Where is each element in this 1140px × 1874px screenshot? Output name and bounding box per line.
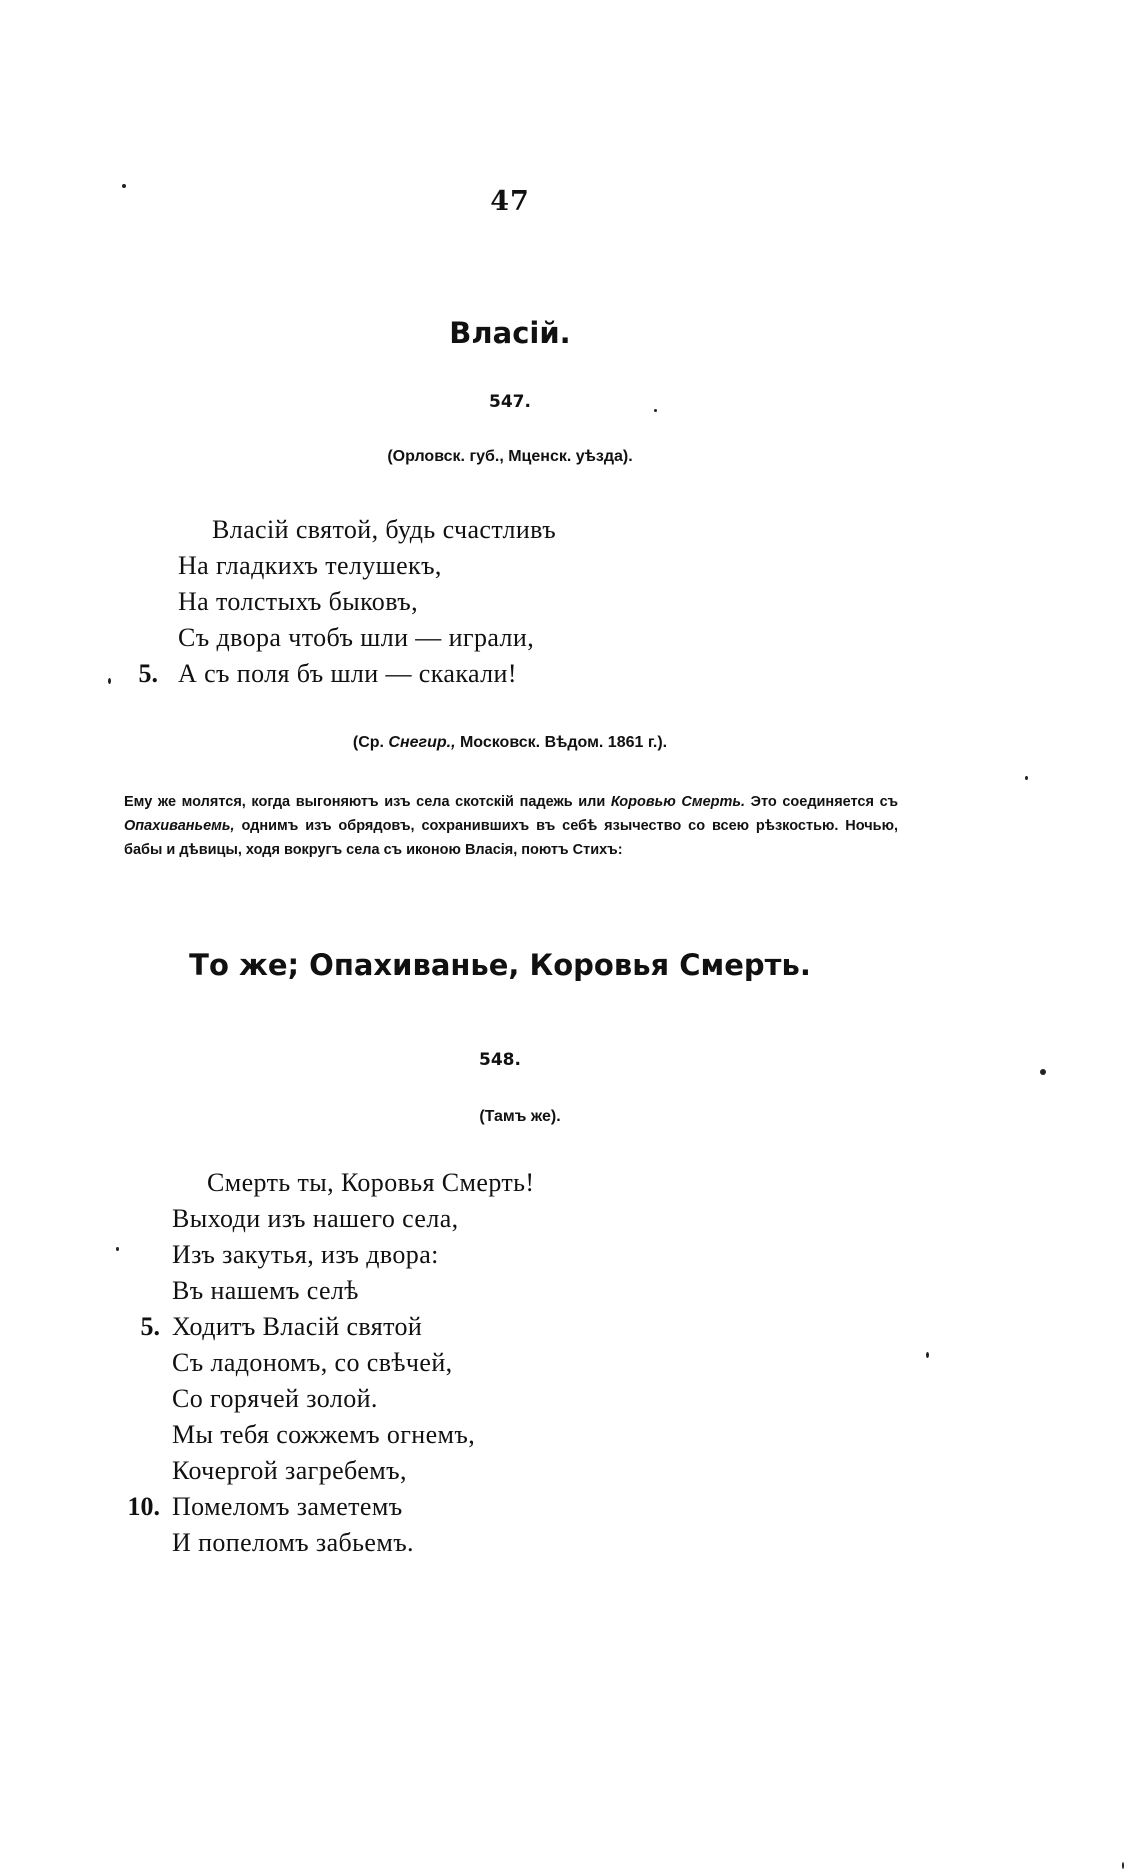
song-source: (Орловск. губ., Мценск. уѣзда). [387, 448, 633, 465]
reference-open: (Ср. [352, 734, 384, 751]
verse-line: На толстыхъ быковъ, [178, 587, 418, 616]
scan-speck [654, 409, 657, 412]
verse-line: Выходи изъ нашего села, [172, 1204, 459, 1233]
verse-line: Ходитъ Власій святой [172, 1312, 423, 1341]
reference-citation [300, 734, 720, 752]
verse-line-number: 10. [127, 1492, 160, 1521]
verse-line: И попеломъ забьемъ. [172, 1528, 414, 1557]
verse-line: Со горячей золой. [172, 1384, 378, 1413]
note-text: однимъ изъ обрядовъ, сохранившихъ въ себѣ язычество со всею рѣзкостью. Ночью, бабы и дѣвицы, ходя вокругъ села съ иконою Власія, поютъ Стихъ: [124, 818, 899, 858]
verse-line: Съ двора чтобъ шли — играли, [178, 623, 535, 652]
scan-speck [1122, 1862, 1124, 1869]
verse-line: Смерть ты, Коровья Смерть! [207, 1168, 535, 1197]
scan-speck [108, 678, 111, 684]
verse-line: Съ ладономъ, со свѣчей, [172, 1348, 453, 1377]
section-title-opakhivanie: То же; Опахиванье, Коровья Смерть. [189, 948, 811, 982]
verse-line: Изъ закутья, изъ двора: [172, 1240, 439, 1269]
song-number-548: 548. [479, 1050, 521, 1070]
note-text: Ему же молятся, когда выгоняютъ изъ села скотскій падежь или [124, 794, 606, 810]
scan-speck [1040, 1069, 1046, 1075]
reference-rest: Московск. Вѣдом. 1861 г.). [459, 734, 668, 751]
note-text: Это соединяется съ [750, 794, 899, 810]
verse-line: Кочергой загребемъ, [172, 1456, 407, 1485]
verse-line-number: 5. [140, 1312, 160, 1341]
verse-line: Въ нашемъ селѣ [172, 1276, 359, 1305]
explanatory-note [124, 790, 898, 862]
verse-line: Власій святой, будь счастливъ [212, 515, 557, 544]
verse-line: На гладкихъ телушекъ, [178, 551, 442, 580]
song-number-547: 547. [489, 392, 531, 412]
note-italic: Коровью Смерть. [610, 794, 746, 810]
note-italic: Опахиваньемь, [124, 818, 235, 834]
song-source: (Тамъ же). [479, 1108, 561, 1125]
verse-line: Мы тебя сожжемъ огнемъ, [172, 1420, 476, 1449]
page-number: 47 [490, 186, 530, 217]
scan-speck [116, 1247, 119, 1251]
scan-speck [1025, 776, 1028, 780]
reference-author: Снегир., [388, 734, 456, 751]
verse-line-number: 5. [138, 659, 158, 688]
scan-speck [926, 1352, 929, 1358]
verse-line: Помеломъ заметемъ [172, 1492, 403, 1521]
scan-speck [122, 184, 126, 188]
verse-line: А съ поля бъ шли — скакали! [178, 659, 517, 688]
section-title-vlasiy: Власій. [449, 316, 571, 350]
